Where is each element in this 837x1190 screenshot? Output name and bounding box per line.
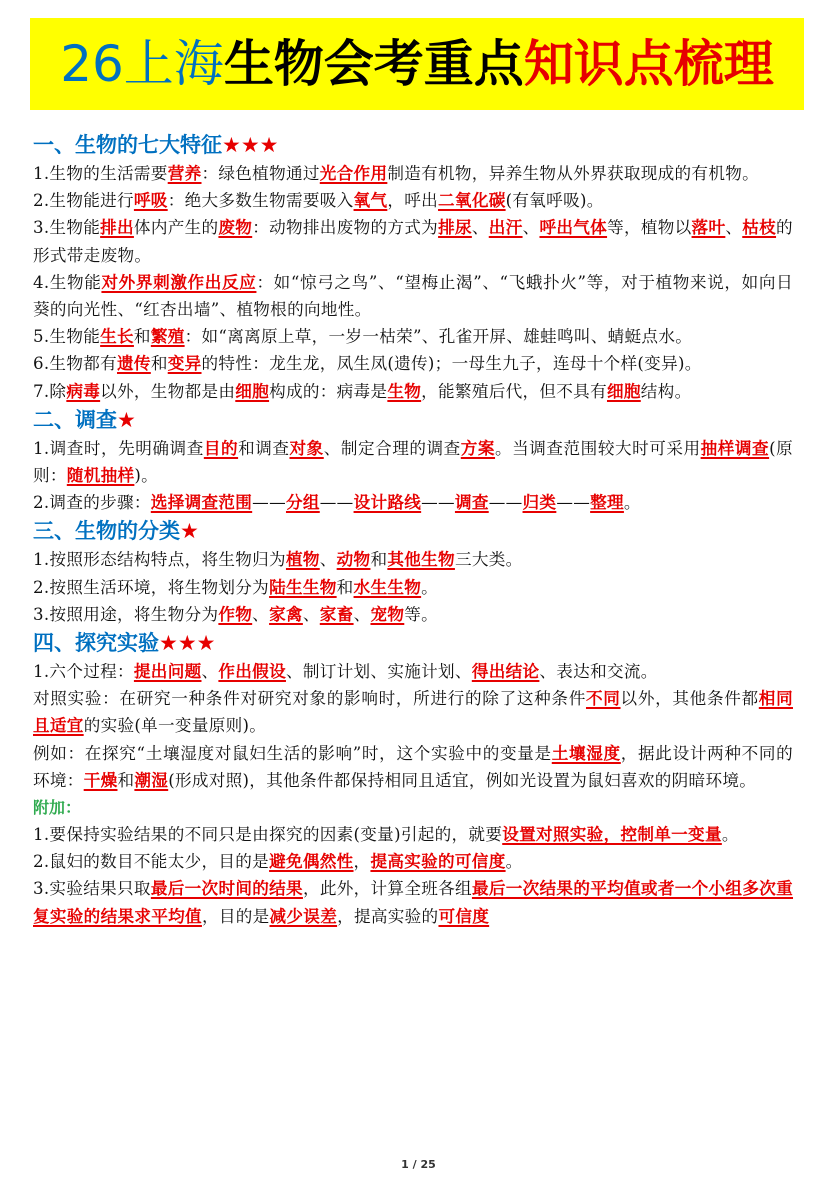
list-item [33,160,793,187]
list-item [33,489,793,516]
key-term: 对外界刺激作出反应 [101,271,257,292]
key-term: 最后一次结果的平均值或者一个小组多次重复实验的结果求平均值 [33,878,794,926]
key-term: 对象 [289,437,324,458]
key-term: 家禽 [269,603,303,624]
body-text: 、 [471,218,489,238]
body-text: ：如“离离原上草，一岁一枯荣”、孔雀开屏、雄蛙鸣叫、蜻蜓点水。 [184,327,693,347]
key-term: 设计路线 [353,492,422,513]
document-body [33,130,793,930]
body-text: 1.调查时，先明确调查 [33,438,204,458]
body-text: 2.按照生活环境，将生物划分为 [33,577,270,597]
body-text: ，呼出 [387,191,439,211]
key-term: 动物 [336,549,371,570]
key-term: 植物 [285,549,320,570]
list-item [33,658,793,685]
section-heading [33,405,793,435]
key-term: 分组 [285,492,320,513]
body-text: ，据此设计两种不同的环境： [33,743,794,790]
body-text: 。 [421,577,439,597]
key-term: 提高实验的可信度 [370,851,506,872]
key-term: 生长 [100,326,134,347]
body-text: 、 [353,604,371,624]
list-item [33,435,793,489]
body-text: 以外，其他条件都 [620,689,759,709]
body-text: 。 [623,493,641,513]
body-text: 的特性：龙生龙，凤生凤(遗传)；一母生九子，连母十个样(变异)。 [201,354,702,374]
section-title: 三、生物的分类 [33,519,180,544]
body-text: 2.鼠妇的数目不能太少，目的是 [33,852,270,872]
body-text: 3.按照用途，将生物分为 [33,604,219,624]
body-text: 5.生物能 [33,327,101,347]
importance-stars: ★★★ [159,631,216,656]
section [33,628,793,930]
body-text: 3.实验结果只取 [33,879,151,899]
body-text: 2.生物能进行 [33,191,134,211]
key-term: 作物 [218,603,253,624]
list-item [33,875,793,929]
list-item [33,685,793,739]
key-term: 落叶 [691,217,726,238]
list-item [33,574,793,601]
key-term: 可信度 [438,905,490,926]
body-text: —— [252,493,286,513]
body-text: 和 [336,577,354,597]
list-item [33,214,793,268]
key-term: 相同且适宜 [33,688,793,736]
body-text: 三大类。 [454,550,523,570]
section-title: 四、探究实验 [33,631,159,656]
body-text: 1.六个过程： [33,662,134,682]
body-text: 7.除 [33,381,67,401]
body-text: 1.要保持实验结果的不同只是由探究的因素(变量)引起的，就要 [33,825,503,845]
body-text: ，提高实验的 [337,906,439,926]
key-term: 提出问题 [133,661,202,682]
body-text: )。 [134,466,159,486]
body-text: 、表达和交流。 [539,662,658,682]
key-term: 干燥 [83,769,118,790]
key-term: 抽样调查 [700,437,770,458]
body-text: 和 [133,327,151,347]
key-term: 枯枝 [742,217,777,238]
key-term: 氧气 [353,190,388,211]
importance-stars: ★ [117,407,136,432]
body-text: (有氧呼吸)。 [505,191,604,211]
key-term: 二氧化碳 [438,190,506,211]
key-term: 家畜 [319,603,354,624]
body-text: 和调查 [238,438,290,458]
key-term: 废物 [218,217,253,238]
page-number: 1 / 25 [401,1158,436,1171]
list-item [33,546,793,573]
body-text: ：如“惊弓之鸟”、“望梅止渴”、“飞蛾扑火”等，对于植物来说，如向日葵的向光性、“红杏出墙”、植物根的向地性。 [33,272,793,320]
section [33,516,793,628]
extra-label: 附加： [33,798,82,818]
body-text: 的形式带走废物。 [33,218,793,265]
key-term: 调查 [454,492,489,513]
key-term: 呼吸 [133,190,168,211]
body-text: 的实验(单一变量原则)。 [83,716,267,736]
body-text: 构成的：病毒是 [269,381,388,401]
key-term: 随机抽样 [66,465,135,486]
body-text: ：绝大多数生物需要吸入 [167,191,354,211]
body-text: 6.生物都有 [33,354,118,374]
body-text: 、 [201,662,219,682]
list-item [33,601,793,628]
body-text: 体内产生的 [133,218,219,238]
list-item [33,350,793,377]
key-term: 减少误差 [269,905,338,926]
key-term: 其他生物 [387,549,455,570]
body-text: (原则： [33,438,794,486]
key-term: 目的 [203,437,239,458]
section-heading [33,130,793,160]
body-text: ，此外，计算全班各组 [302,879,472,899]
body-text: 和 [370,550,388,570]
list-item [33,740,793,794]
list-item [33,821,793,848]
body-text: ：绿色植物通过 [201,164,320,183]
key-term: 水生生物 [353,576,422,597]
key-term: 排出 [100,217,134,238]
key-term: 遗传 [117,353,151,374]
key-term: 设置对照实验，控制单一变量 [502,824,722,845]
section-heading [33,516,793,546]
key-term: 不同 [585,688,621,709]
key-term: 选择调查范围 [150,492,253,513]
title-banner [30,18,804,110]
body-text: —— [556,493,591,513]
key-term: 潮湿 [134,769,169,790]
body-text: 3.生物能 [33,218,101,238]
key-term: 整理 [590,492,624,513]
key-term: 方案 [460,437,496,458]
key-term: 繁殖 [150,326,185,347]
body-text: ，能繁殖后代，但不具有 [421,381,607,401]
list-item [33,187,793,214]
body-text: ，目的是 [201,906,270,926]
list-item [33,848,793,875]
body-text: —— [421,493,455,513]
section-heading [33,628,793,658]
body-text: 、 [522,218,540,238]
list-item [33,269,793,323]
key-term: 营养 [167,163,202,183]
body-text: 例如：在探究“土壤湿度对鼠妇生活的影响”时，这个实验中的变量是 [33,743,552,763]
body-text: 和 [150,354,168,374]
body-text: —— [319,493,354,513]
key-term: 得出结论 [471,661,540,682]
body-text: 结构。 [640,381,692,401]
body-text: 1.按照形态结构特点，将生物归为 [33,550,286,570]
body-text: 等。 [404,604,439,624]
title-part-grade: 26上海 [60,35,224,93]
key-term: 宠物 [370,603,405,624]
list-item [33,323,793,350]
body-text: 1.生物的生活需要 [33,164,168,183]
key-term: 变异 [167,353,202,374]
body-text: 4.生物能 [33,272,102,292]
body-text: 、 [725,218,743,238]
key-term: 生物 [387,380,422,401]
body-text: 、制定合理的调查 [323,438,461,458]
key-term: 出汗 [488,217,523,238]
body-text: 。 [505,852,523,872]
key-term: 归类 [522,492,557,513]
body-text: (形成对照)，其他条件都保持相同且适宜，例如光设置为鼠妇喜欢的阴暗环境。 [168,770,757,790]
section-title: 二、调查 [33,407,117,432]
importance-stars: ★★★ [222,133,279,157]
key-term: 排尿 [438,217,472,238]
key-term: 光合作用 [319,163,388,183]
body-text: 等，植物以 [607,218,692,238]
section [33,130,793,405]
section-title: 一、生物的七大特征 [33,133,222,157]
body-text: 对照实验：在研究一种条件对研究对象的影响时，所进行的除了这种条件 [33,689,586,709]
importance-stars: ★ [180,519,199,544]
body-text: 以外，生物都是由 [100,381,236,401]
key-term: 最后一次时间的结果 [150,878,303,899]
key-term: 病毒 [66,380,101,401]
body-text: ：动物排出废物的方式为 [252,218,439,238]
body-text: 、 [252,604,270,624]
key-term: 陆生生物 [269,576,337,597]
section [33,405,793,517]
body-text: 。 [721,825,739,845]
body-text: —— [488,493,523,513]
key-term: 作出假设 [218,661,286,682]
title-part-subject: 生物会考重点 [223,35,524,93]
list-item [33,378,793,405]
key-term: 呼出气体 [539,217,608,238]
body-text: ， [353,852,371,872]
body-text: 。当调查范围较大时可采用 [495,438,701,458]
key-term: 土壤湿度 [551,742,621,763]
key-term: 细胞 [235,380,270,401]
title-part-topic: 知识点梳理 [523,35,774,93]
key-term: 避免偶然性 [269,851,354,872]
body-text: 、制订计划、实施计划、 [285,662,472,682]
body-text: 、 [302,604,320,624]
body-text: 和 [117,770,135,790]
body-text: 2.调查的步骤： [33,493,151,513]
body-text: 、 [319,550,337,570]
key-term: 细胞 [606,380,641,401]
body-text: 制造有机物，异养生物从外界获取现成的有机物。 [387,164,760,183]
